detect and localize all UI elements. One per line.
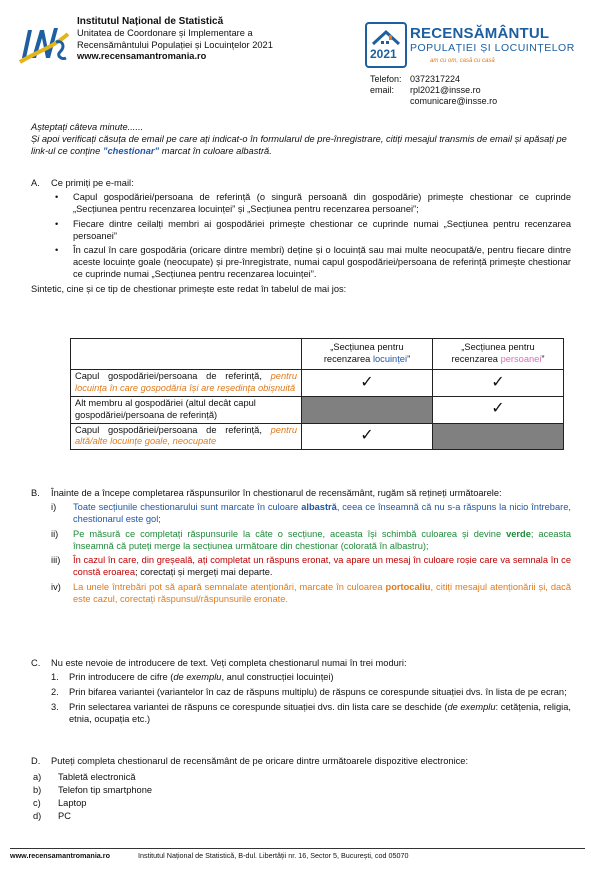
footer xyxy=(10,851,585,860)
intro-instructions-b: marcat în culoare albastră. xyxy=(159,145,272,156)
intro-text xyxy=(31,122,571,158)
section-a xyxy=(31,178,571,296)
table-cell: Capul gospodăriei/persoana de referință, pentru locuința în care gospodăria își are reședința obișnuită xyxy=(71,370,302,397)
chestionar-link-word: ”chestionar” xyxy=(102,145,160,156)
institute-name: Institutul Național de Statistică xyxy=(77,16,224,27)
section-a-summary: Sintetic, cine și ce tip de chestionar primește este redat în tabelul de mai jos: xyxy=(31,284,347,295)
census-logo-year: 2021 xyxy=(370,47,397,61)
contact-block xyxy=(370,74,497,107)
list-item: 2. Prin bifarea variantei (variantelor în caz de răspuns multiplu) de răspuns ce corespunde situației dvs. în lista de pe ecran; xyxy=(51,686,567,697)
section-b xyxy=(31,488,571,609)
section-c-list xyxy=(31,672,571,726)
institute-web[interactable]: www.recensamantromania.ro xyxy=(77,50,207,61)
section-d-letter: D. xyxy=(31,756,41,766)
list-item: 1. Prin introducere de cifre (de exemplu, anul construcției locuinței) xyxy=(51,671,334,682)
list-item: i) Toate secțiunile chestionarului sunt marcate în culoare albastră, ceea ce înseamnă că nu s-a răspuns la nicio întrebare, chestionarul este gol; xyxy=(51,501,571,524)
section-d-title: Puteți completa chestionarul de recensământ de pe oricare dintre următoarele dispozitive electronice: xyxy=(51,756,469,766)
table-header-person: „Secțiunea pentru recenzarea persoanei” xyxy=(433,339,564,370)
check-icon: ✓ xyxy=(302,423,433,450)
list-item: iv) La unele întrebări pot să apară semnalate atenționări, marcate în culoarea portocaliu, citiți mesajul atenționării și, dacă este cazul, corectați răspunsul/răspunsurile eronate. xyxy=(51,582,571,605)
table-row xyxy=(71,423,564,450)
section-a-list xyxy=(31,192,571,281)
questionnaire-table xyxy=(70,338,564,450)
census-title: RECENSĂMÂNTUL xyxy=(410,25,550,42)
email-1[interactable]: rpl2021@insse.ro xyxy=(410,84,481,95)
list-item: • În cazul în care gospodăria (oricare dintre membri) deține și o locuință sau mai multe neocupată/e, pentru fiecare dintre aceste locuințe goale (neocupate) și pre-înregistrate, numai capul gospodăriei/persoana de referință primește chestionar ce cuprinde numai „Secțiunea pentru recenzarea locuinței”. xyxy=(31,245,571,281)
phone-label: Telefon: xyxy=(370,74,402,84)
table-header-row xyxy=(71,339,564,370)
census-slogan: am cu om, casă cu casă xyxy=(430,57,495,64)
table-row xyxy=(71,396,564,423)
list-item: b) Telefon tip smartphone xyxy=(33,784,153,795)
table-header-housing: „Secțiunea pentru recenzarea locuinței” xyxy=(302,339,433,370)
section-c xyxy=(31,658,571,728)
check-icon: ✓ xyxy=(433,396,564,423)
institute-unit2: Recensământului Populației și Locuințelor 2021 xyxy=(77,39,273,50)
list-item: c) Laptop xyxy=(33,797,87,808)
list-item: iii) În cazul în care, din greșeală, ați completat un răspuns eronat, va apare un mesaj în culoare roșie care va semnala în ce constă eroarea; corectați și mergeți mai departe. xyxy=(51,555,571,578)
check-icon: ✓ xyxy=(433,370,564,397)
section-d-list xyxy=(31,772,571,823)
list-item: d) PC xyxy=(33,810,71,821)
list-item: ii) Pe măsură ce completați răspunsurile la câte o secțiune, aceasta își schimbă culoarea și devine verde; aceasta înseamnă că puteți merge la secțiunea următoare din chestionar (colorată în albastru); xyxy=(51,528,571,551)
table-cell-na xyxy=(302,396,433,423)
phone-number: 0372317224 xyxy=(410,74,461,84)
footer-divider xyxy=(10,848,585,849)
census-logo xyxy=(365,22,407,68)
institute-info xyxy=(77,16,273,62)
institute-unit: Unitatea de Coordonare și Implementare a xyxy=(77,28,253,39)
list-item: • Fiecare dintre ceilalți membri ai gospodăriei primește chestionar ce cuprinde numai „Secțiunea pentru recenzarea persoanei” xyxy=(31,219,571,243)
census-subtitle: POPULAȚIEI ȘI LOCUINȚELOR xyxy=(410,42,575,55)
intro-wait: Așteptați câteva minute...... xyxy=(31,122,144,132)
section-b-list xyxy=(31,502,571,606)
table-cell: Capul gospodăriei/persoana de referință, pentru altă/alte locuințe goale, neocupate xyxy=(71,423,302,450)
section-b-letter: B. xyxy=(31,488,40,498)
census-brand xyxy=(410,24,575,65)
ins-logo xyxy=(18,22,70,66)
intro-instructions-a: Și apoi verificați căsuța de email pe care ați indicat-o în formularul de pre-înregistrare, citiți mesajul transmis de email și apăsați pe link-ul ce conține xyxy=(31,133,567,156)
email-2[interactable]: comunicare@insse.ro xyxy=(410,95,498,106)
section-d xyxy=(31,756,571,823)
list-item: a) Tabletă electronică xyxy=(33,771,136,782)
table-row xyxy=(71,370,564,397)
section-c-letter: C. xyxy=(31,658,41,668)
footer-web[interactable]: www.recensamantromania.ro xyxy=(10,851,110,860)
table-header-empty xyxy=(71,339,302,370)
check-icon: ✓ xyxy=(302,370,433,397)
list-item: 3. Prin selectarea variantei de răspuns ce corespunde situației dvs. din lista care se deschide (de exemplu: cetățenia, religia, etnia, ocupația etc.) xyxy=(51,701,571,724)
section-a-letter: A. xyxy=(31,178,40,188)
table-cell: Alt membru al gospodăriei (altul decât capul gospodăriei/persoana de referință) xyxy=(71,396,302,423)
section-b-title: Înainte de a începe completarea răspunsurilor în chestionarul de recensământ, rugăm să rețineți următoarele: xyxy=(51,488,502,498)
table-cell-na xyxy=(433,423,564,450)
section-a-title: Ce primiți pe e-mail: xyxy=(51,178,134,188)
email-label: email: xyxy=(370,84,395,95)
section-c-title: Nu este nevoie de introducere de text. Veți completa chestionarul numai în trei moduri: xyxy=(51,658,407,668)
intro-instructions xyxy=(31,134,571,158)
footer-address: Institutul Național de Statistică, B-dul. Libertății nr. 16, Sector 5, București, cod 05070 xyxy=(138,851,409,860)
list-item: • Capul gospodăriei/persoana de referință (o singură persoană din gospodărie) primește chestionar ce cuprinde „Secțiunea pentru recenzarea locuinței” și „Secțiunea pentru recenzarea persoanei”; xyxy=(31,192,571,216)
